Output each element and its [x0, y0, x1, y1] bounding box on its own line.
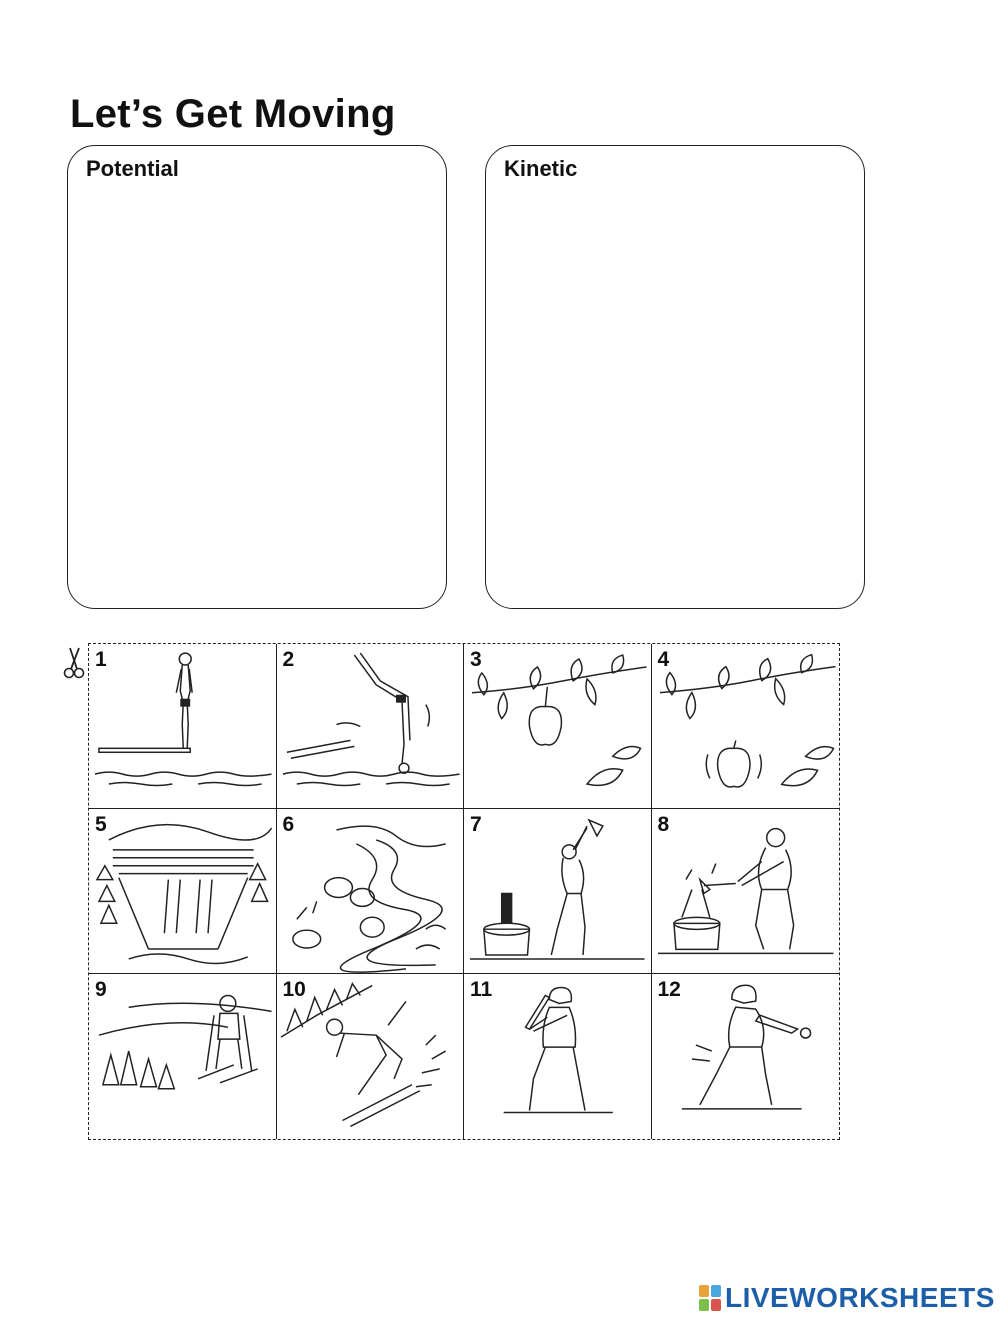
skier-standing-icon: [89, 974, 276, 1139]
kinetic-label: Kinetic: [504, 156, 578, 181]
card-number: 5: [95, 813, 107, 836]
axe-chopping-icon: [652, 809, 840, 973]
picture-card-10[interactable]: [277, 974, 465, 1139]
picture-card-11[interactable]: [464, 974, 652, 1139]
liveworksheets-logo: [698, 1281, 995, 1315]
picture-card-1[interactable]: [89, 644, 277, 809]
apple-on-branch-icon: [464, 644, 651, 808]
diver-diving-icon: [277, 644, 464, 808]
river-rapids-icon: [277, 809, 464, 973]
liveworksheets-logo-icon: [698, 1283, 722, 1313]
picture-card-3[interactable]: [464, 644, 652, 809]
card-number: 10: [282, 978, 306, 1001]
apple-falling-icon: [652, 644, 840, 808]
card-number: 11: [470, 978, 493, 1001]
scissors-icon: [62, 645, 88, 681]
card-number: 8: [657, 813, 670, 836]
card-number: 4: [657, 648, 670, 671]
liveworksheets-brand: LIVEWORKSHEETS: [725, 1282, 995, 1313]
card-number: 1: [95, 648, 107, 671]
picture-card-2[interactable]: [277, 644, 465, 809]
page-title: Let’s Get Moving: [70, 92, 396, 136]
diver-standing-icon: [89, 644, 276, 808]
picture-card-6[interactable]: [277, 809, 465, 974]
axe-raised-icon: [464, 809, 651, 973]
card-number: 6: [282, 813, 295, 836]
picture-card-5[interactable]: [89, 809, 277, 974]
picture-card-12[interactable]: [652, 974, 840, 1139]
card-number: 9: [95, 978, 107, 1001]
picture-card-7[interactable]: [464, 809, 652, 974]
picture-card-4[interactable]: [652, 644, 840, 809]
picture-card-8[interactable]: [652, 809, 840, 974]
card-number: 2: [282, 648, 295, 671]
potential-label: Potential: [86, 156, 179, 181]
dam-reservoir-icon: [89, 809, 276, 973]
kinetic-drop-zone[interactable]: [485, 145, 865, 609]
picture-card-9[interactable]: [89, 974, 277, 1139]
potential-drop-zone[interactable]: [67, 145, 447, 609]
card-number: 3: [470, 648, 482, 671]
picture-cards-grid: [88, 643, 840, 1140]
card-number: 12: [657, 978, 681, 1001]
card-number: 7: [470, 813, 482, 836]
